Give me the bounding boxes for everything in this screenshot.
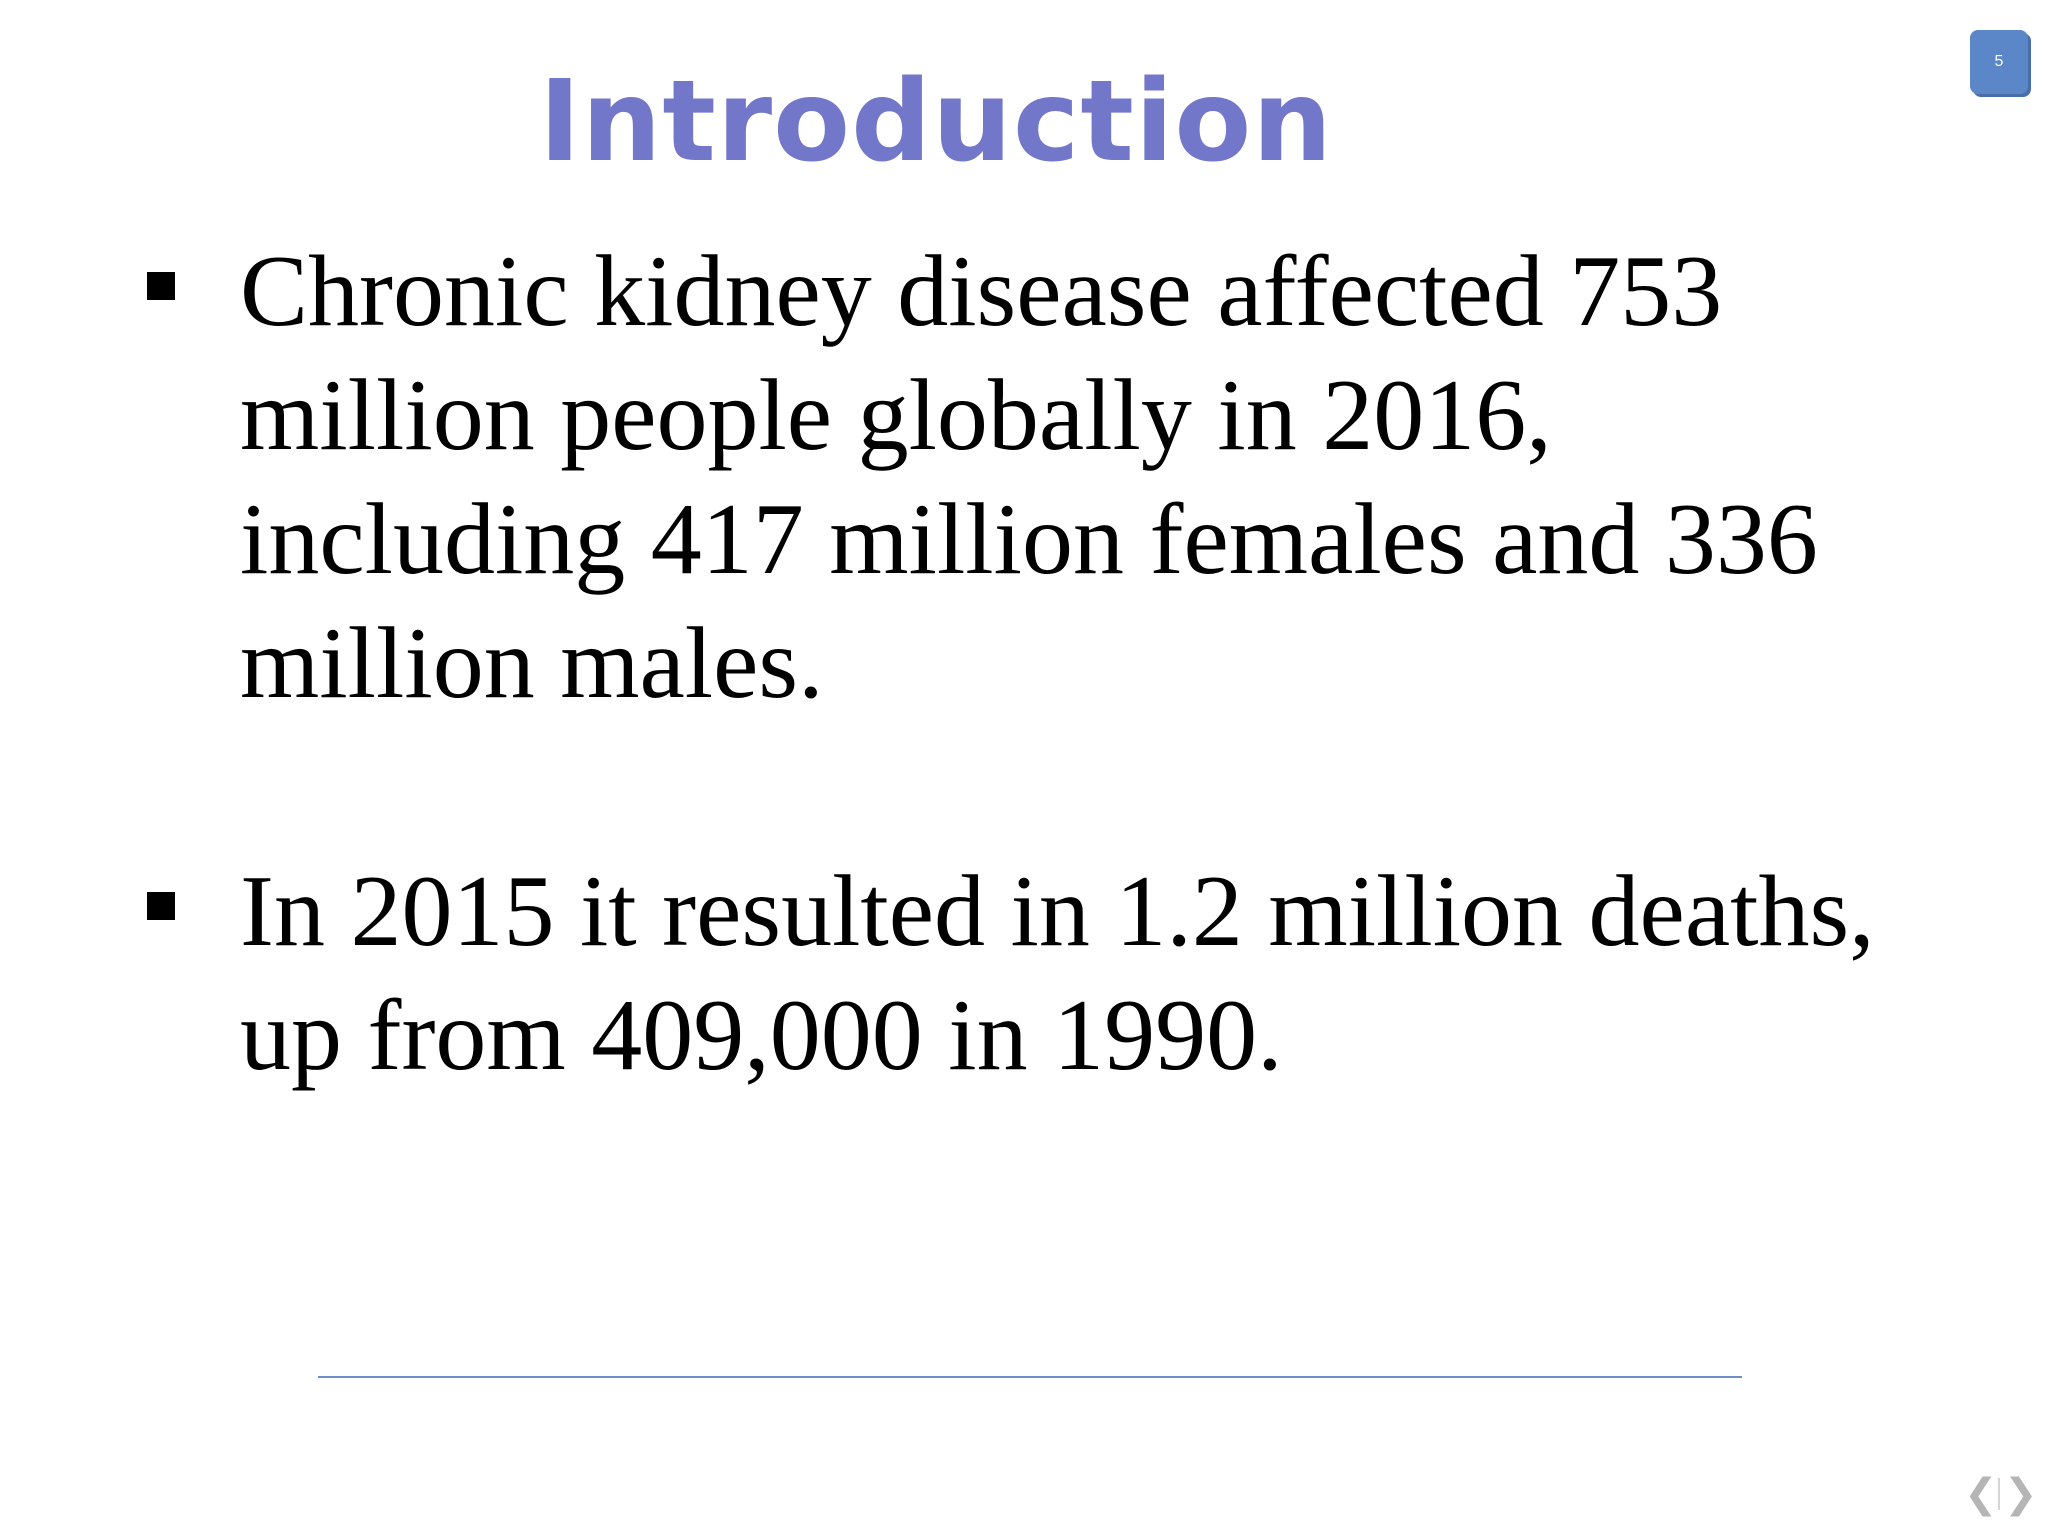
square-bullet-icon [147, 272, 175, 300]
chevron-right-icon[interactable]: ❯ [2004, 1471, 2038, 1517]
bullet-text: In 2015 it resulted in 1.2 million deaths, up from 409,000 in 1990. [240, 855, 1875, 1092]
bullet-text: Chronic kidney disease affected 753 million people globally in 2016, including 417 million females and 336 million males. [240, 235, 1818, 720]
bullet-list [140, 230, 1980, 1098]
square-bullet-icon [147, 892, 175, 920]
nav-separator [1998, 1478, 2000, 1510]
bullet-item [140, 850, 1980, 1098]
slide-title: Introduction [538, 57, 1334, 187]
slide-number-badge: 5 [1970, 30, 2028, 94]
chevron-left-icon[interactable]: ❮ [1964, 1471, 1998, 1517]
footer-divider [318, 1376, 1742, 1378]
bullet-item [140, 230, 1980, 726]
slide-navigation [1964, 1472, 2036, 1516]
